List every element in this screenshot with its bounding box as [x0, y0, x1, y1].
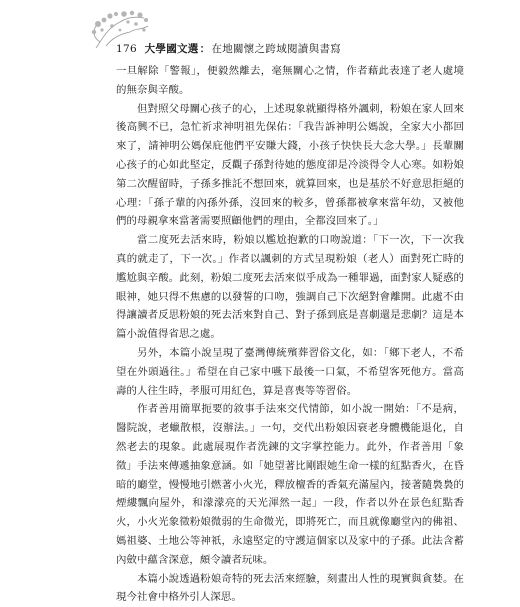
running-header	[116, 41, 341, 56]
book-title: 大學國文選	[144, 43, 199, 55]
paragraph: 一旦解除「警報」，便毅然離去，毫無關心之情，作者藉此表達了老人處境的無奈與辛酸。	[116, 65, 464, 96]
paragraph: 但對照父母關心孩子的心，上述現象就顯得格外諷刺，粉娘在家人回來後高興不已，急忙祈求神明祖先保佑：「我告訴神明公媽說，全家大小都回來了，請神明公媽保庇他們平安賺大錢，小孩子快快長大念大學。」長輩關心孩子的心如此堅定，反觀子孫對待她的態度卻是冷淡得令人心寒。如粉娘第二次醒留時，子孫多推託不想回來，就算回來，也是基於不好意思拒絕的心理：「孫子輩的內孫外孫，沒回來的較多，曾孫都被拿來當年幼，又被他們的母親拿來當著需要照顧他們的理由，全都沒回來了。」	[116, 102, 464, 228]
body-text	[116, 62, 464, 607]
paragraph: 本篇小說透過粉娘奇特的死去活來經驗，刻畫出人性的現實與貪婪。在現今社會中格外引人深思。	[116, 572, 464, 604]
page-number: 176	[116, 43, 137, 55]
paragraph: 另外，本篇小說呈現了臺灣傳統殯葬習俗文化，如：「鄉下老人，不希望在外頭過往。」希望在自己家中嚥下最後一口氣，不希望客死他方。當高壽的人往生時，孝服可用紅色，算是喜喪等等習俗。	[116, 346, 464, 397]
book-subtitle: 在地關懷之跨域閱讀與書寫	[211, 43, 342, 55]
paragraph: 當二度死去活來時，粉娘以尷尬抱歉的口吻說道：「下一次，下一次我真的就走了，下一次。」作者以諷刺的方式呈現粉娘（老人）面對死亡時的尷尬與辛酸。此刻，粉娘二度死去活來似乎成為一種罪過，面對家人疑惑的眼神，她只得不焦慮的以發誓的口吻，強調自己下次絕對會離開。此處不由得讓讀者反思粉娘的死去活來對自己、對子孫到底是喜劇還是悲劇？這是本篇小說值得省思之處。	[116, 234, 464, 341]
header-separator: ：	[199, 43, 211, 55]
paragraph: 作者善用簡單扼要的敘事手法來交代情節，如小說一開始：「不是病，醫院說，老蠟散根，沒辦法。」一句，交代出粉娘因衰老身體機能退化，自然老去的現象。此處展現作者洗鍊的文字掌控能力。此外，作者善用「象徵」手法來傳遞抽象意涵。如「她望著比剛跟她生命一樣的紅點香火，在昏暗的廳堂，慢慢地引燃著小火光，釋放檀香的香氣充滿屋內，接著隨裊裊的煙縷飄向屋外，和濛濛亮的天光渾然一起」一段，作者以外在景色紅點香火，小火光象徵粉娘微弱的生命微光，即將死亡，而且就像廳堂內的佛祖、媽祖婆、土地公等神祇，永遠堅定的守護這個家以及家中的子孫。此法含蓄內斂中蘊含深意，頗令讀者玩味。	[116, 403, 464, 566]
